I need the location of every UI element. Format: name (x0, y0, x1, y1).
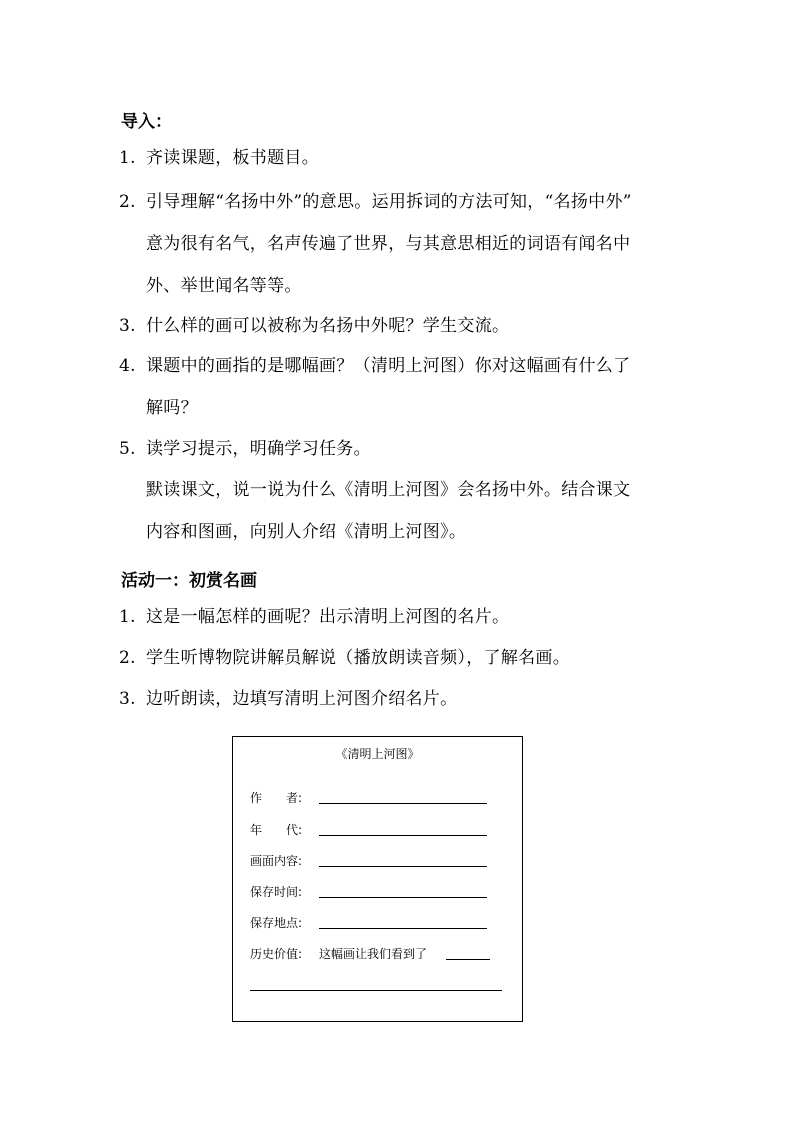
intro-item-2 (119, 194, 689, 211)
field-label: 历史价值: (250, 947, 303, 961)
activity1-item-3 (119, 691, 689, 708)
item-number: 1. (119, 607, 136, 627)
field-label: 年 代: (250, 823, 303, 837)
item-number: 5. (119, 439, 136, 459)
item-number: 4. (119, 356, 136, 376)
intro-item-5-cont-1: 默读课文，说一说为什么《清明上河图》会名扬中外。结合课文 (146, 480, 631, 500)
item-number: 3. (119, 316, 136, 336)
fill-in-blank[interactable] (319, 803, 487, 804)
item-number: 1. (119, 148, 136, 168)
item-text: 这是一幅怎样的画呢？出示清明上河图的名片。 (146, 607, 510, 627)
intro-item-1 (119, 150, 689, 167)
field-label: 保存时间: (250, 885, 303, 899)
item-text: 课题中的画指的是哪幅画？（清明上河图）你对这幅画有什么了 (146, 356, 631, 376)
field-label: 画面内容: (250, 854, 303, 868)
intro-item-4 (119, 358, 689, 375)
fill-in-blank[interactable] (319, 866, 487, 867)
item-text: 读学习提示，明确学习任务。 (146, 439, 371, 459)
intro-item-5 (119, 441, 689, 458)
intro-item-2-cont-2: 外、举世闻名等等。 (146, 276, 302, 296)
fill-in-blank[interactable] (319, 928, 487, 929)
item-number: 3. (119, 689, 136, 709)
field-label: 保存地点: (250, 916, 303, 930)
item-text: 齐读课题，板书题目。 (146, 148, 319, 168)
intro-heading: 导入： (121, 112, 172, 132)
field-label: 作 者: (250, 791, 303, 805)
field-prompt-text: 这幅画让我们看到了 (319, 947, 428, 961)
item-text: 学生听博物院讲解员解说（播放朗读音频），了解名画。 (146, 648, 570, 668)
intro-item-5-cont-2: 内容和图画，向别人介绍《清明上河图》。 (146, 522, 467, 542)
fill-in-blank[interactable] (319, 835, 487, 836)
item-number: 2. (119, 192, 136, 212)
activity1-heading: 活动一：初赏名画 (121, 571, 257, 591)
item-text: 边听朗读，边填写清明上河图介绍名片。 (146, 689, 458, 709)
fill-in-blank-full[interactable] (250, 990, 502, 991)
intro-item-2-cont-1: 意为很有名气，名声传遍了世界，与其意思相近的词语有闻名中 (146, 234, 631, 254)
activity1-item-1 (119, 609, 689, 626)
intro-item-3 (119, 318, 689, 335)
fill-in-blank[interactable] (446, 959, 490, 960)
item-text: 什么样的画可以被称为名扬中外呢？学生交流。 (146, 316, 510, 336)
fill-in-blank[interactable] (319, 897, 487, 898)
intro-item-4-cont-1: 解吗？ (146, 398, 198, 418)
activity1-item-2 (119, 650, 689, 667)
item-text: 引导理解“名扬中外”的意思。运用拆词的方法可知，“名扬中外” (146, 192, 632, 212)
card-title: 《清明上河图》 (335, 747, 420, 761)
item-number: 2. (119, 648, 136, 668)
painting-info-card (232, 736, 523, 1022)
